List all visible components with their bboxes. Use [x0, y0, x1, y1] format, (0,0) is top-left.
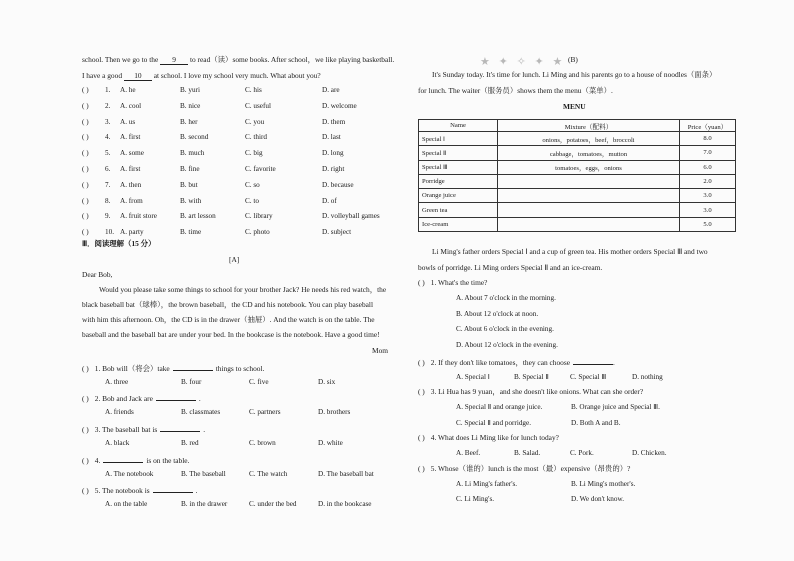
question-number: 9. [105, 212, 111, 221]
answer-option: B. Special Ⅱ [514, 372, 549, 381]
option-c: C. so [245, 180, 260, 189]
answer-paren: ( ) [82, 196, 89, 205]
option-d: D. subject [322, 228, 352, 237]
part-b-label: (B) [568, 55, 578, 64]
stem-text: 5. Whose（谁的）lunch is the most（最）expensive（昂贵的）? [430, 463, 631, 473]
option-b: B. art lesson [180, 212, 216, 221]
answer-option: C. Li Ming's. [456, 495, 495, 503]
menu-item-price: 6.0 [680, 160, 736, 174]
option-b: B. fine [180, 165, 200, 173]
passage-line: with him this afternoon. Oh，the CD is in the drawer（抽屉）. And the watch is on the table. The [82, 315, 375, 324]
answer-option: A. Special Ⅱ and orange juice. [456, 403, 543, 411]
menu-item-price: 3.0 [680, 203, 736, 217]
option-a: A. first [120, 133, 141, 142]
passage-line: baseball and the baseball bat are under your bed. In the bookcase is the notebook. Have a good time! [82, 330, 380, 339]
answer-option: A. Special Ⅰ [456, 372, 490, 381]
letter-signature: Mom [372, 346, 389, 355]
menu-item-mixture: cabbage，tomatoes，mutton [498, 146, 680, 160]
question-stem [82, 455, 189, 465]
stem-text: 5. The notebook is [94, 486, 150, 495]
answer-option: D. Chicken. [632, 449, 667, 457]
answer-option: C. Special Ⅲ [570, 372, 607, 381]
question-stem [418, 464, 630, 473]
option-c: C. big [245, 149, 263, 158]
menu-item-price: 3.0 [680, 189, 736, 203]
passage-line: black baseball bat（球棒），the brown baseball，the CD and his notebook. You can play baseball [82, 300, 374, 309]
cloze-text: to read（读）some books. After school，we like playing basketball. [189, 55, 395, 64]
answer-paren: ( ) [82, 133, 89, 142]
answer-option: A. on the table [105, 500, 148, 508]
answer-paren: ( ) [82, 117, 89, 126]
answer-option: D. white [318, 439, 343, 447]
option-c: C. favorite [245, 165, 276, 173]
stem-text: is on the table. [146, 456, 190, 465]
answer-option: A. Li Ming's father's. [456, 479, 518, 488]
question-number: 10. [105, 228, 114, 237]
answer-paren: ( ) [82, 394, 89, 403]
answer-option: A. black [105, 439, 130, 447]
cloze-text: school. Then we go to the [82, 55, 159, 64]
option-c: C. library [245, 212, 273, 221]
answer-option: B. Li Ming's mother's. [571, 479, 636, 488]
menu-body [419, 132, 736, 232]
option-a: A. he [120, 86, 136, 94]
answer-paren: ( ) [82, 86, 89, 94]
passage-line: It's Sunday today. It's time for lunch. Li Ming and his parents go to a house of noodles（面条） [432, 70, 717, 79]
answer-option: C. five [249, 378, 269, 386]
cloze-blank: 9 [160, 55, 188, 65]
option-c: C. third [245, 133, 267, 142]
menu-item-mixture [498, 174, 680, 188]
menu-item-name: Special Ⅰ [419, 132, 498, 146]
answer-option: C. brown [249, 439, 276, 447]
passage-line: Would you please take some things to school for your brother Jack? He needs his red watch，the [99, 285, 387, 294]
menu-item-mixture [498, 203, 680, 217]
answer-option: A. The notebook [105, 470, 154, 478]
answer-paren: ( ) [82, 456, 89, 465]
menu-row [419, 174, 736, 188]
answer-paren: ( ) [418, 387, 425, 396]
answer-option: D. brothers [318, 408, 351, 416]
menu-item-name: Special Ⅱ [419, 146, 498, 160]
option-a: A. some [120, 149, 144, 158]
option-d: D. long [322, 149, 344, 158]
answer-option: D. We don't know. [571, 495, 625, 503]
option-a: A. first [120, 165, 141, 173]
option-d: D. last [322, 133, 341, 142]
answer-option: B. About 12 o'clock at noon. [456, 309, 539, 318]
question-number: 7. [105, 180, 111, 189]
cloze-line-2 [82, 71, 321, 81]
answer-paren: ( ) [82, 180, 89, 189]
letter-greeting: Dear Bob, [82, 270, 113, 279]
question-number: 4. [105, 133, 111, 142]
option-a: A. from [120, 196, 143, 205]
menu-row [419, 146, 736, 160]
cloze-blank: 10 [124, 71, 152, 81]
menu-header-cell: Name [419, 120, 498, 132]
answer-blank [173, 363, 213, 371]
menu-item-name: Ice-cream [419, 217, 498, 231]
option-b: B. but [180, 180, 198, 189]
answer-option: D. nothing [632, 372, 663, 381]
question-number: 5. [105, 149, 111, 158]
answer-option: B. The baseball [181, 470, 226, 478]
answer-blank [153, 485, 193, 493]
answer-option: B. red [181, 439, 199, 447]
answer-paren: ( ) [418, 357, 425, 367]
option-b: B. with [180, 196, 202, 205]
question-stem [418, 433, 559, 442]
answer-option: A. friends [105, 408, 134, 416]
option-d: D. them [322, 117, 346, 126]
answer-blank [573, 357, 613, 365]
menu-item-name: Green tea [419, 203, 498, 217]
option-a: A. then [120, 180, 142, 189]
passage-line: Li Ming's father orders Special Ⅰ and a cup of green tea. His mother orders Special Ⅲ and two [432, 247, 708, 256]
answer-option: D. six [318, 378, 336, 386]
question-stem [418, 357, 615, 367]
option-d: D. because [322, 180, 354, 189]
option-d: D. welcome [322, 101, 357, 110]
answer-option: A. Beef. [456, 449, 481, 457]
option-b: B. much [180, 149, 205, 158]
option-d: D. are [322, 86, 340, 94]
menu-row [419, 189, 736, 203]
option-b: B. yuri [180, 86, 200, 94]
option-b: B. her [180, 117, 198, 126]
question-number: 6. [105, 165, 111, 173]
answer-paren: ( ) [82, 486, 89, 495]
answer-blank [103, 455, 143, 463]
answer-option: B. classmates [181, 408, 221, 416]
part-a-label: [A] [229, 255, 240, 264]
answer-blank [156, 393, 196, 401]
answer-option: C. About 6 o'clock in the evening. [456, 325, 554, 333]
menu-item-price: 7.0 [680, 146, 736, 160]
option-b: B. nice [180, 101, 201, 110]
question-number: 8. [105, 196, 111, 205]
answer-option: C. Special Ⅱ and porridge. [456, 418, 531, 427]
cloze-text: at school. I love my school very much. What about you? [153, 71, 321, 80]
answer-blank [160, 424, 200, 432]
answer-option: C. under the bed [249, 500, 297, 508]
menu-item-mixture: tomatoes，eggs，onions [498, 160, 680, 174]
answer-option: D. The baseball bat [318, 470, 374, 478]
option-d: D. of [322, 196, 337, 205]
answer-option: D. in the bookcase [318, 500, 372, 508]
option-a: A. fruit store [120, 212, 157, 221]
section-title: Ⅲ．阅读理解（15 分） [82, 239, 156, 248]
answer-paren: ( ) [82, 149, 89, 158]
option-a: A. cool [120, 101, 142, 110]
menu-item-price: 2.0 [680, 174, 736, 188]
menu-item-name: Porridge [419, 174, 498, 188]
stem-text: . [203, 425, 206, 434]
stem-text: . [198, 394, 201, 403]
answer-option: A. three [105, 378, 129, 386]
answer-option: C. partners [249, 408, 281, 416]
question-stem [82, 485, 198, 495]
menu-header-cell: Price（yuan） [680, 120, 736, 132]
stem-text: 3. The baseball bat is [94, 425, 158, 434]
option-b: B. second [180, 133, 209, 142]
option-c: C. his [245, 86, 262, 94]
answer-paren: ( ) [418, 463, 425, 473]
answer-option: B. in the drawer [181, 500, 228, 508]
menu-title: MENU [563, 102, 586, 111]
answer-paren: ( ) [82, 364, 89, 373]
option-d: D. right [322, 165, 345, 173]
answer-paren: ( ) [82, 228, 89, 237]
question-stem [418, 387, 643, 396]
answer-option: C. The watch [249, 470, 288, 478]
cloze-text: I have a good [82, 71, 123, 80]
stem-text: things to school. [215, 364, 265, 373]
question-stem [418, 278, 487, 287]
menu-item-name: Orange juice [419, 189, 498, 203]
option-c: C. photo [245, 228, 270, 237]
answer-option: B. four [181, 378, 202, 386]
answer-paren: ( ) [418, 278, 425, 287]
menu-table [418, 119, 736, 232]
answer-option: D. About 12 o'clock in the evening. [456, 340, 558, 349]
stem-text: 3. Li Hua has 9 yuan，and she doesn't like onions. What can she order? [430, 387, 644, 396]
option-d: D. volleyball games [322, 212, 380, 221]
answer-option: C. Pork. [570, 449, 594, 457]
cloze-line-1 [82, 55, 394, 65]
passage-line: bowls of porridge. Li Ming orders Special Ⅱ and an ice-cream. [418, 263, 603, 272]
menu-header-cell: Mixture（配料） [498, 120, 680, 132]
answer-option: D. Both A and B. [571, 418, 621, 427]
stem-text: 2. Bob and Jack are [94, 394, 153, 403]
stem-text: . [613, 357, 615, 367]
stem-text: 1. Bob will（将会）take [94, 364, 170, 373]
stem-text: 4. [94, 456, 101, 465]
question-stem [82, 424, 205, 434]
option-c: C. useful [245, 101, 271, 110]
answer-option: B. Salad. [514, 449, 541, 457]
menu-item-mixture: onions，potatoes，beef，broccoli [498, 132, 680, 146]
menu-item-price: 5.0 [680, 217, 736, 231]
menu-row [419, 160, 736, 174]
passage-line: for lunch. The waiter（服务员）shows them the menu（菜单）. [418, 86, 613, 95]
option-a: A. party [120, 228, 144, 237]
answer-paren: ( ) [82, 101, 89, 110]
answer-paren: ( ) [82, 212, 89, 221]
menu-item-mixture [498, 189, 680, 203]
menu-row [419, 203, 736, 217]
stem-text: . [195, 486, 198, 495]
option-b: B. time [180, 228, 202, 237]
stem-text: 2. If they don't like tomatoes，they can choose [430, 357, 571, 367]
answer-option: B. Orange juice and Special Ⅲ. [571, 403, 660, 411]
menu-item-name: Special Ⅲ [419, 160, 498, 174]
stem-text: 1. What's the time? [430, 278, 488, 287]
menu-header-row [419, 120, 736, 132]
answer-paren: ( ) [418, 433, 425, 442]
menu-item-mixture [498, 217, 680, 231]
answer-option: A. About 7 o'clock in the morning. [456, 294, 556, 302]
question-number: 1. [105, 86, 111, 94]
question-number: 2. [105, 101, 111, 110]
answer-paren: ( ) [82, 165, 89, 173]
menu-row [419, 217, 736, 231]
faint-stamp-mark: ★ ✦ ✧ ✦ ★ [480, 56, 566, 68]
stem-text: 4. What does Li Ming like for lunch today? [430, 433, 559, 442]
question-stem [82, 363, 264, 373]
menu-item-price: 8.0 [680, 132, 736, 146]
menu-row [419, 132, 736, 146]
question-number: 3. [105, 117, 111, 126]
answer-paren: ( ) [82, 425, 89, 434]
question-stem [82, 393, 201, 403]
option-a: A. us [120, 117, 136, 126]
option-c: C. to [245, 196, 259, 205]
option-c: C. you [245, 117, 265, 126]
